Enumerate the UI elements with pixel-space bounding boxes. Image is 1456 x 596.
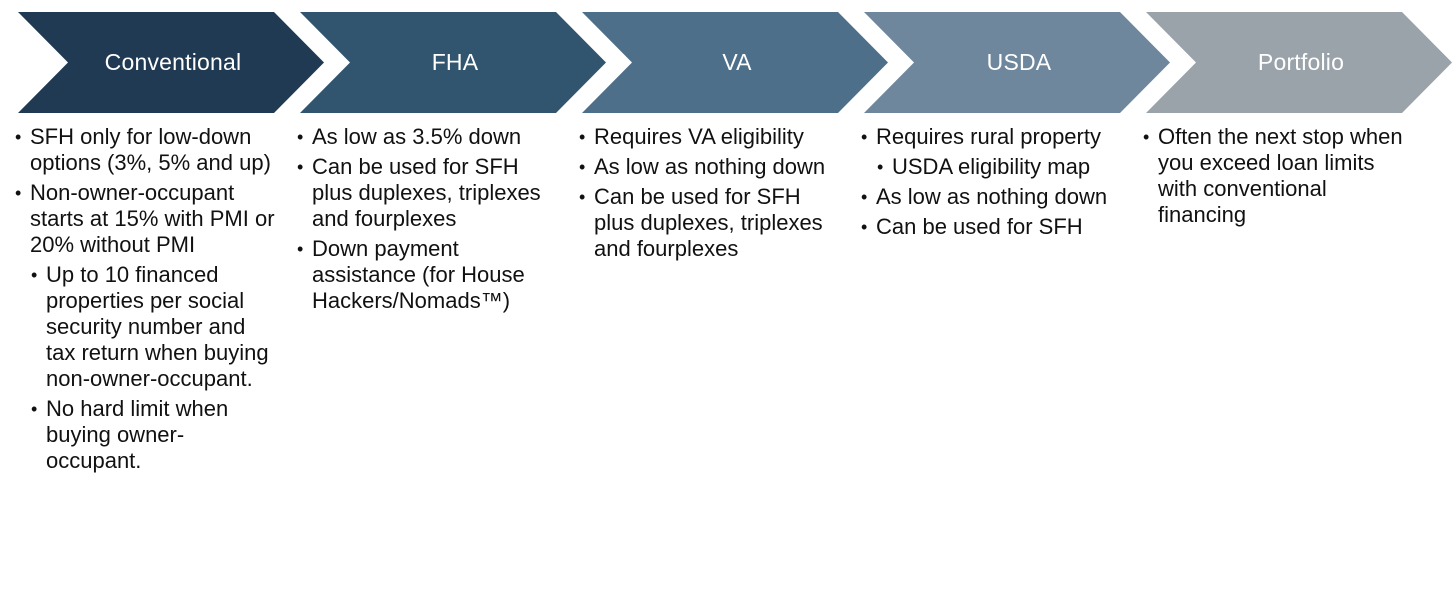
sub-bullet-item — [30, 396, 276, 474]
bullet-text: Requires VA eligibility — [594, 124, 804, 149]
sub-bullet-text: Up to 10 financed properties per social security number and tax return when buying non-owner-occupant. — [46, 262, 269, 391]
bullet-text: Often the next stop when you exceed loan limits with conventional financing — [1158, 124, 1403, 227]
bullet-list — [14, 124, 276, 474]
sub-bullet-item — [876, 154, 1122, 180]
bullet-text: SFH only for low-down options (3%, 5% and up) — [30, 124, 271, 175]
bullet-text: As low as nothing down — [594, 154, 826, 179]
chevron-label-portfolio: Portfolio — [1257, 49, 1345, 75]
bullet-item — [860, 214, 1122, 240]
bullet-item — [14, 124, 276, 176]
sub-bullet-text: USDA eligibility map — [892, 154, 1091, 179]
bullet-text: As low as 3.5% down — [312, 124, 522, 149]
bullet-item — [296, 236, 558, 314]
sub-bullet-text: No hard limit when buying owner-occupant. — [46, 396, 229, 473]
sub-bullet-item — [30, 262, 276, 392]
bullet-list — [1142, 124, 1404, 228]
chevron-label-va: VA — [722, 49, 752, 75]
sub-bullet-list — [876, 154, 1122, 180]
bullet-text: Non-owner-occupant starts at 15% with PMI or 20% without PMI — [30, 180, 275, 257]
bullet-item — [14, 180, 276, 474]
bullet-text: As low as nothing down — [876, 184, 1108, 209]
bullet-item — [1142, 124, 1404, 228]
column-portfolio — [1142, 124, 1404, 232]
chevron-label-conventional: Conventional — [104, 49, 242, 75]
column-usda — [860, 124, 1122, 244]
column-va — [578, 124, 840, 266]
sub-bullet-list — [30, 262, 276, 474]
column-conventional — [14, 124, 276, 478]
bullet-item — [578, 124, 840, 150]
chevron-label-usda: USDA — [986, 49, 1052, 75]
bullet-text: Requires rural property — [876, 124, 1101, 149]
bullet-text: Can be used for SFH plus duplexes, triplexes and fourplexes — [594, 184, 823, 261]
bullet-list — [578, 124, 840, 262]
column-fha — [296, 124, 558, 318]
bullet-text: Can be used for SFH — [876, 214, 1083, 239]
bullet-item — [578, 184, 840, 262]
bullet-item — [296, 154, 558, 232]
bullet-list — [296, 124, 558, 314]
chevron-label-fha: FHA — [431, 49, 479, 75]
bullet-item — [578, 154, 840, 180]
bullet-text: Can be used for SFH plus duplexes, triplexes and fourplexes — [312, 154, 541, 231]
bullet-text: Down payment assistance (for House Hackers/Nomads™) — [312, 236, 525, 313]
bullet-item — [860, 184, 1122, 210]
bullet-item — [296, 124, 558, 150]
bullet-item — [860, 124, 1122, 180]
bullet-list — [860, 124, 1122, 240]
